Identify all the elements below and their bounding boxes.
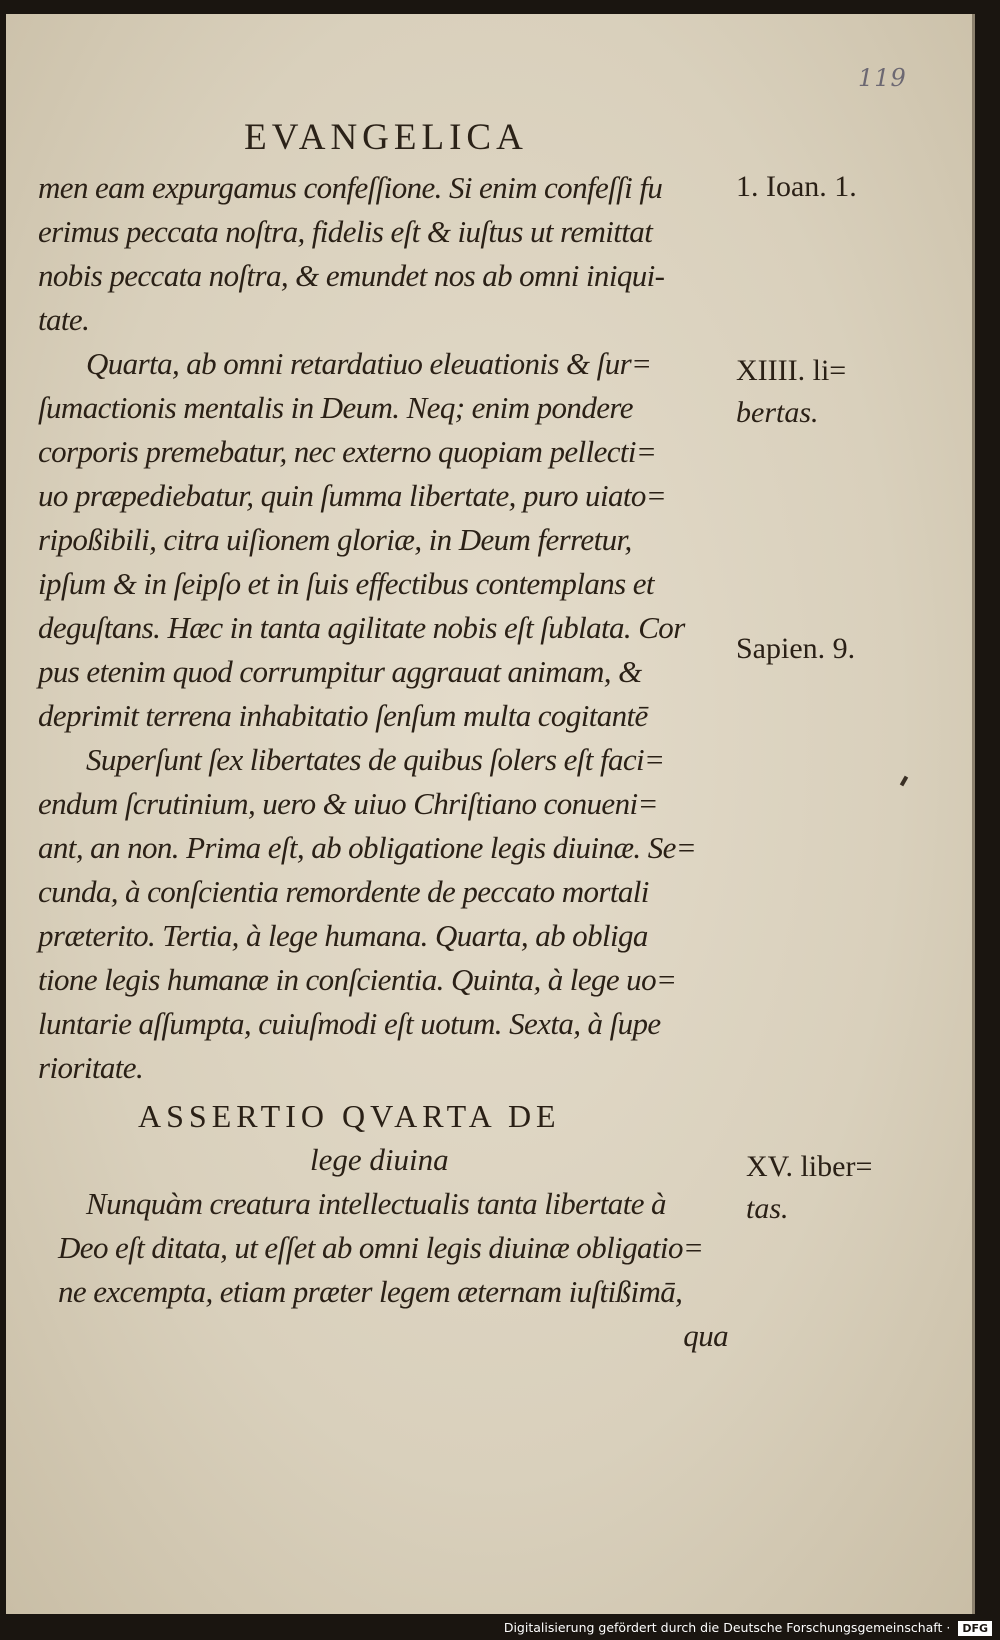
- text-line: luntarie aſſumpta, cuiuſmodi eſt uotum. Sexta, à ſupe: [38, 1006, 661, 1041]
- text-line: præterito. Tertia, à lege humana. Quarta, ab obliga: [38, 918, 648, 953]
- margin-note-sapien: [736, 628, 855, 670]
- folio-number: 119: [858, 64, 907, 92]
- section-subheading: lege diuina: [310, 1142, 449, 1177]
- margin-note-text: XV. liber=: [746, 1150, 873, 1183]
- text-line: ipſum & in ſeipſo et in ſuis effectibus contemplans et: [38, 566, 654, 601]
- text-line: ne excempta, etiam præter legem æternam iuſtißimā,: [58, 1274, 683, 1309]
- main-text-block: [38, 166, 738, 1358]
- text-line: tate.: [38, 302, 90, 337]
- text-line: ant, an non. Prima eſt, ab obligatione legis diuinæ. Se=: [38, 830, 697, 865]
- text-line: Deo eſt ditata, ut eſſet ab omni legis diuinæ obligatio=: [58, 1230, 704, 1265]
- margin-note-text: tas.: [746, 1192, 789, 1225]
- text-line: ripoßibili, citra uiſionem gloriæ, in Deum ferretur,: [38, 522, 632, 557]
- text-line: ſumactionis mentalis in Deum. Neq; enim pondere: [38, 390, 633, 425]
- text-line: deguſtans. Hæc in tanta agilitate nobis eſt ſublata. Cor: [38, 610, 685, 645]
- text-line: pus etenim quod corrumpitur aggrauat animam, &: [38, 654, 642, 689]
- margin-note-libertas-14: [736, 350, 846, 434]
- running-head: EVANGELICA: [244, 117, 528, 158]
- catchword: qua: [683, 1318, 728, 1353]
- margin-note-text: 1. Ioan. 1.: [736, 170, 857, 203]
- text-line: nobis peccata noſtra, & emundet nos ab omni iniqui-: [38, 258, 665, 293]
- text-line: men eam expurgamus confeſſione. Si enim confeſſi fu: [38, 170, 663, 205]
- text-line: corporis premebatur, nec externo quopiam pellecti=: [38, 434, 657, 469]
- digitization-footer: [504, 1616, 992, 1640]
- text-line: rioritate.: [38, 1050, 144, 1085]
- book-page: [6, 14, 975, 1614]
- text-line: Superſunt ſex libertates de quibus ſolers eſt faci=: [86, 742, 665, 777]
- margin-note-libertas-15: [746, 1146, 872, 1230]
- text-line: Nunquàm creatura intellectualis tanta libertate à: [86, 1186, 666, 1221]
- text-line: Quarta, ab omni retardatiuo eleuationis & ſur=: [86, 346, 652, 381]
- dfg-logo: DFG: [958, 1621, 992, 1636]
- text-line: uo præpediebatur, quin ſumma libertate, puro uiato=: [38, 478, 667, 513]
- ink-speck: [900, 776, 908, 787]
- text-line: tione legis humanæ in conſcientia. Quinta, à lege uo=: [38, 962, 677, 997]
- margin-note-text: XIIII. li=: [736, 354, 847, 387]
- section-heading: ASSERTIO QVARTA DE: [138, 1098, 561, 1134]
- margin-note-ioan: [736, 166, 857, 208]
- margin-note-text: bertas.: [736, 396, 819, 429]
- text-line: erimus peccata noſtra, fidelis eſt & iuſtus ut remittat: [38, 214, 653, 249]
- text-line: endum ſcrutinium, uero & uiuo Chriſtiano conueni=: [38, 786, 658, 821]
- text-line: deprimit terrena inhabitatio ſenſum multa cogitantē: [38, 698, 648, 733]
- margin-note-text: Sapien. 9.: [736, 632, 856, 665]
- text-line: cunda, à conſcientia remordente de peccato mortali: [38, 874, 649, 909]
- footer-text: Digitalisierung gefördert durch die Deutsche Forschungsgemeinschaft ·: [503, 1620, 951, 1635]
